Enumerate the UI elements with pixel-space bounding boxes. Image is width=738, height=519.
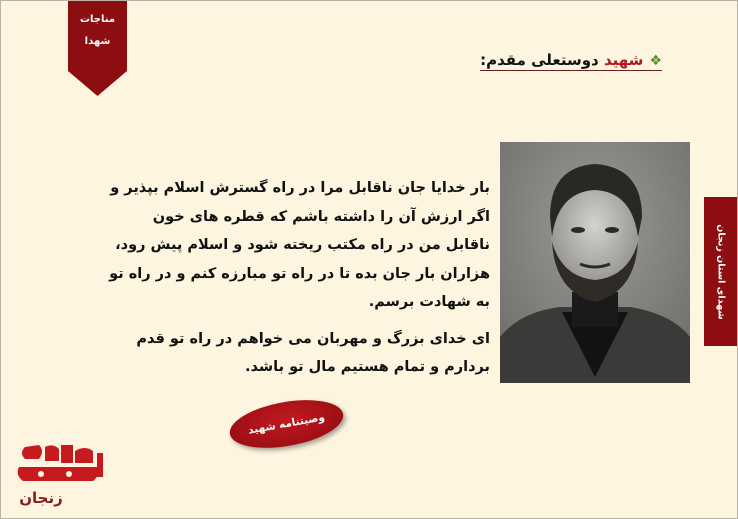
portrait-image — [500, 142, 690, 383]
will-button[interactable]: وصیتنامه شهید — [226, 392, 347, 455]
diamond-bullet-icon: ❖ — [649, 53, 662, 69]
ribbon-label — [68, 9, 127, 53]
title-name: دوستعلی مقدم: — [480, 51, 599, 69]
munajat-ribbon[interactable] — [68, 1, 127, 96]
paragraph-2: ای خدای بزرگ و مهربان می خواهم در راه تو قدم بردارم و تمام هستیم مال تو باشد. — [136, 330, 490, 375]
martyr-photo — [500, 142, 690, 383]
will-excerpt — [106, 174, 490, 382]
logo-text: زنجان — [19, 489, 63, 507]
side-tab-label: شهدای استان زنجان — [715, 223, 726, 320]
page-title — [480, 51, 662, 71]
logo-mark-icon — [11, 441, 106, 491]
paragraph-1: بار خدایا جان ناقابل مرا در راه گسترش اسلام بپذیر و اگر ارزش آن را داشته باشم که قطره های خون ناقابل من در راه مکتب ریخته شود و اسلام پیش رود، هزاران بار جان بده تا در راه تو مبارزه کنم و در راه تو به شهادت برسم. — [109, 180, 490, 310]
title-prefix: شهید — [603, 51, 644, 69]
ribbon-label-line1: مناجات — [79, 14, 116, 25]
ribbon-label-line2: شهدا — [84, 36, 111, 47]
province-martyrs-tab[interactable] — [704, 197, 737, 346]
zanjan-logo — [11, 441, 106, 513]
